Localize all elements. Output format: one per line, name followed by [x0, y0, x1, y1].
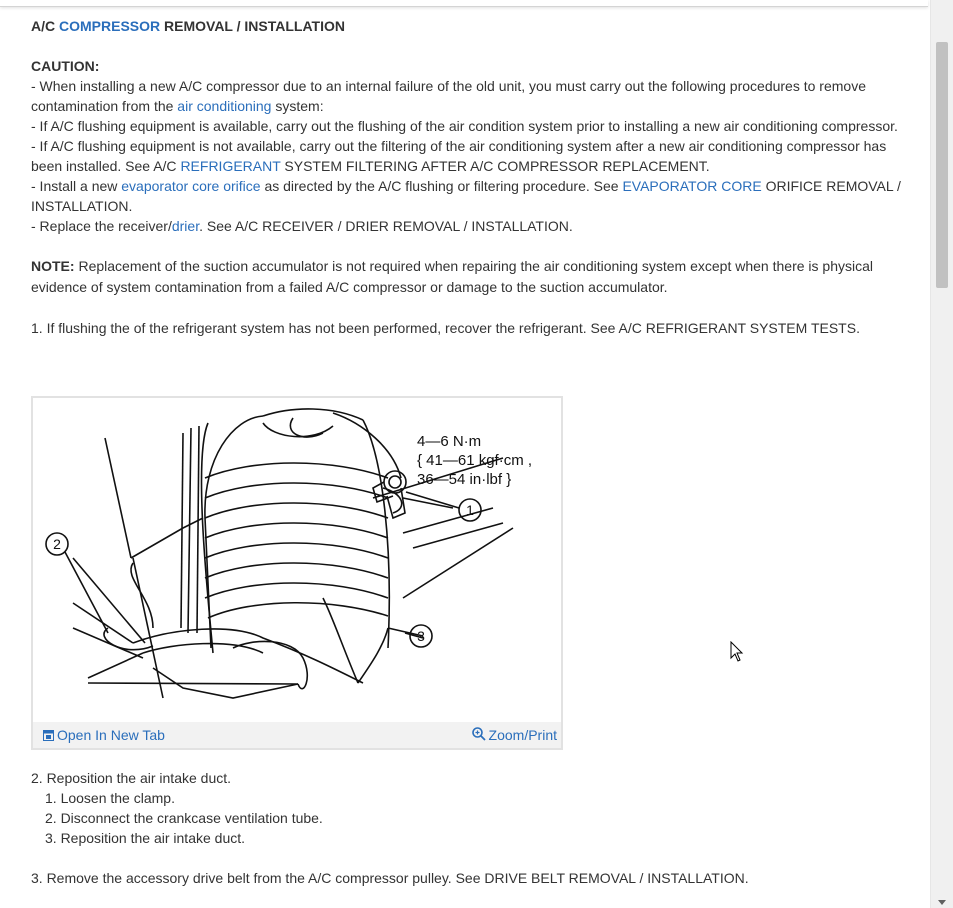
- top-toolbar-edge: [0, 0, 928, 7]
- caution-line-5: [31, 216, 911, 236]
- torque-line-3: 36—54 in·lbf }: [417, 471, 512, 488]
- open-in-new-tab-label: Open In New Tab: [57, 727, 165, 743]
- step-2-sub-2: 2. Disconnect the crankcase ventilation tube.: [45, 810, 323, 826]
- note-label: NOTE:: [31, 258, 75, 274]
- compressor-illustration[interactable]: [33, 398, 561, 720]
- caution-line-4-text: - Install a new: [31, 178, 122, 194]
- step-2: 2. Reposition the air intake duct.: [31, 770, 232, 786]
- caution-line-1-end: system:: [271, 98, 324, 114]
- callout-3: 3: [417, 628, 425, 644]
- callout-1: 1: [466, 502, 474, 518]
- figure-toolbar: [33, 722, 561, 748]
- scroll-down-arrow-icon[interactable]: [938, 900, 946, 905]
- caution-heading: CAUTION:: [31, 58, 100, 74]
- title-prefix: A/C: [31, 18, 59, 34]
- zoom-icon: [472, 727, 486, 741]
- caution-line-3-end: SYSTEM FILTERING AFTER A/C COMPRESSOR REPLACEMENT.: [280, 158, 710, 174]
- torque-line-2: { 41—61 kgf·cm ,: [417, 452, 533, 469]
- scrollbar-thumb[interactable]: [936, 42, 948, 288]
- caution-line-5-end: . See A/C RECEIVER / DRIER REMOVAL / INSTALLATION.: [199, 218, 573, 234]
- callout-2: 2: [53, 536, 61, 552]
- zoom-print-link[interactable]: [472, 727, 557, 743]
- zoom-print-label: Zoom/Print: [488, 727, 557, 743]
- step-1: 1. If flushing the of the refrigerant system has not been performed, recover the refrigerant. See A/C REFRIGERANT SYSTEM TESTS.: [31, 320, 860, 336]
- caution-line-4-mid: as directed by the A/C flushing or filtering procedure. See: [260, 178, 623, 194]
- evaporator-core-link[interactable]: EVAPORATOR CORE: [622, 178, 762, 194]
- caution-line-5-text: - Replace the receiver/: [31, 218, 172, 234]
- evaporator-core-orifice-link[interactable]: evaporator core orifice: [121, 178, 261, 194]
- step-3: 3. Remove the accessory drive belt from the A/C compressor pulley. See DRIVE BELT REMOVAL / INSTALLATION.: [31, 870, 749, 886]
- compressor-link[interactable]: COMPRESSOR: [59, 18, 161, 34]
- steps-list: [31, 768, 911, 888]
- air-conditioning-link[interactable]: air conditioning: [177, 98, 272, 114]
- caution-line-4-end: ORIFICE REMOVAL / INSTALLATION.: [31, 178, 901, 214]
- caution-line-3: [31, 136, 911, 176]
- open-new-tab-icon: [43, 730, 54, 741]
- caution-line-1-text: - When installing a new A/C compressor due to an internal failure of the old unit, you must carry out the following procedures to remove contamination from the: [31, 78, 866, 114]
- title-suffix: REMOVAL / INSTALLATION: [160, 18, 345, 34]
- caution-line-3-text: - If A/C flushing equipment is not available, carry out the filtering of the air conditioning system after a new air conditioning compressor has been installed. See A/C: [31, 138, 887, 174]
- torque-line-1: 4—6 N·m: [417, 433, 482, 450]
- page-title: [31, 16, 911, 36]
- step-2-sub-3: 3. Reposition the air intake duct.: [45, 830, 246, 846]
- open-in-new-tab-link[interactable]: [43, 727, 165, 743]
- mouse-cursor-icon: [730, 641, 744, 663]
- caution-line-2: - If A/C flushing equipment is available, carry out the flushing of the air condition system prior to installing a new air conditioning compressor.: [31, 118, 898, 134]
- drier-link[interactable]: drier: [171, 218, 200, 234]
- caution-line-4: [31, 176, 911, 216]
- vertical-scrollbar[interactable]: [930, 0, 953, 908]
- note-paragraph: [31, 256, 911, 298]
- step-2-sub-1: 1. Loosen the clamp.: [45, 790, 175, 806]
- article-content: [31, 14, 911, 338]
- refrigerant-link[interactable]: REFRIGERANT: [180, 158, 281, 174]
- caution-line-1: [31, 76, 911, 116]
- illustration-figure: [31, 396, 563, 750]
- note-text: Replacement of the suction accumulator is not required when repairing the air conditioning system except when there is physical evidence of system contamination from a failed A/C compressor or damage to the suction accumulator.: [31, 258, 873, 295]
